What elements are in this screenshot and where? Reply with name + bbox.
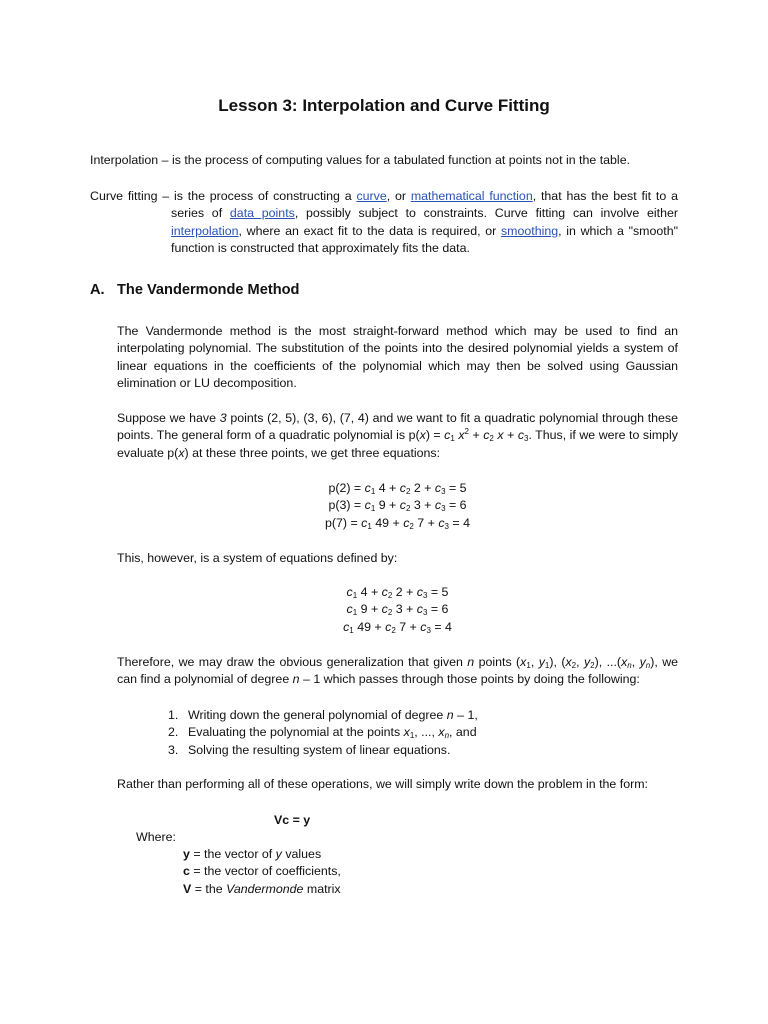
link-mathematical-function[interactable]: mathematical function bbox=[410, 189, 533, 203]
rather-paragraph: Rather than performing all of these operations, we will simply write down the problem in the form: bbox=[117, 777, 648, 791]
page-title: Lesson 3: Interpolation and Curve Fitting bbox=[218, 96, 550, 115]
curve-fitting-definition: Curve fitting – is the process of constructing a curve, or mathematical function, that has the best fit to a series of data points, possibly subject to constraints. Curve fitting can involve either interpolation, where an exact fit to the data is required, or smoothing, in which a "smooth" function is constructed that approximately fits the data. bbox=[90, 189, 678, 256]
link-curve[interactable]: curve bbox=[356, 189, 387, 203]
list-item: 2. Evaluating the polynomial at the points $x_1$, ..., $x_n$, and bbox=[168, 725, 477, 741]
section-number: A. bbox=[90, 282, 105, 298]
list-item: 3. Solving the resulting system of linear equations. bbox=[168, 742, 451, 757]
equation-p2: $p(2) = c_1$ $4 + c_2$ $2 + c_3 = 5$ bbox=[328, 481, 467, 496]
system-equation-3: $c_1$ $49 + c_2$ $7 + c_3 = 4$ bbox=[343, 619, 452, 635]
curve-fitting-term: Curve fitting bbox=[90, 189, 158, 203]
generalization-paragraph: Therefore, we may draw the obvious generalization that given n points ($x_1$, $y_1$), ($x_2$, $y_2$), $...(x_n$, $y_n$), we can find a polynomial of degree n – 1 which passes through those points by doing the following: bbox=[117, 655, 679, 687]
link-interpolation[interactable]: interpolation bbox=[171, 223, 239, 238]
link-data-points[interactable]: data points bbox=[229, 206, 295, 221]
list-item: 1. Writing down the general polynomial of degree n – 1, bbox=[168, 708, 478, 722]
system-equations bbox=[117, 584, 678, 636]
definition-v: V = the Vandermonde matrix bbox=[183, 881, 341, 896]
matrix-equation: Vc = y bbox=[274, 813, 311, 827]
equation-p3: $p(3) = c_1$ $9 + c_2$ $3 + c_3 = 6$ bbox=[328, 498, 467, 514]
system-intro: This, however, is a system of equations defined by: bbox=[117, 551, 398, 565]
definitions-list bbox=[183, 846, 341, 898]
definition-y: y = the vector of y values bbox=[183, 847, 322, 861]
definition-c: c = the vector of coefficients, bbox=[183, 864, 341, 879]
where-label: Where: bbox=[136, 830, 176, 844]
vandermonde-intro-paragraph: The Vandermonde method is the most straight-forward method which may be used to find an interpolating polynomial. The substitution of the points into the desired polynomial yields a system of linear equations in the coefficients of the polynomial which may then be solved using Gaussian elimination or LU decomposition. bbox=[117, 324, 678, 391]
evaluated-equations bbox=[117, 480, 678, 532]
steps-list bbox=[168, 707, 688, 759]
system-equation-1: $c_1$ $4 + c_2$ $2 + c_3 = 5$ bbox=[346, 585, 449, 600]
section-title: The Vandermonde Method bbox=[117, 282, 300, 298]
example-paragraph: Suppose we have 3 points (2, 5), (3, 6), (7, 4) and we want to fit a quadratic polynomial through these points. The general form of a quadratic polynomial is $p(x) = c_1$ $x^2 + c_2$ $x + c_3$. Thus, if we were to simply evaluate p(x) at these three points, we get three equations: bbox=[117, 411, 678, 460]
section-heading bbox=[90, 280, 299, 300]
system-equation-2: $c_1$ $9 + c_2$ $3 + c_3 = 6$ bbox=[346, 602, 449, 618]
equation-p7: $p(7) = c_1$ $49 + c_2$ $7 + c_3 = 4$ bbox=[325, 515, 470, 531]
interpolation-definition: Interpolation – is the process of computing values for a tabulated function at points not in the table. bbox=[90, 153, 631, 167]
link-smoothing[interactable]: smoothing bbox=[500, 223, 559, 238]
